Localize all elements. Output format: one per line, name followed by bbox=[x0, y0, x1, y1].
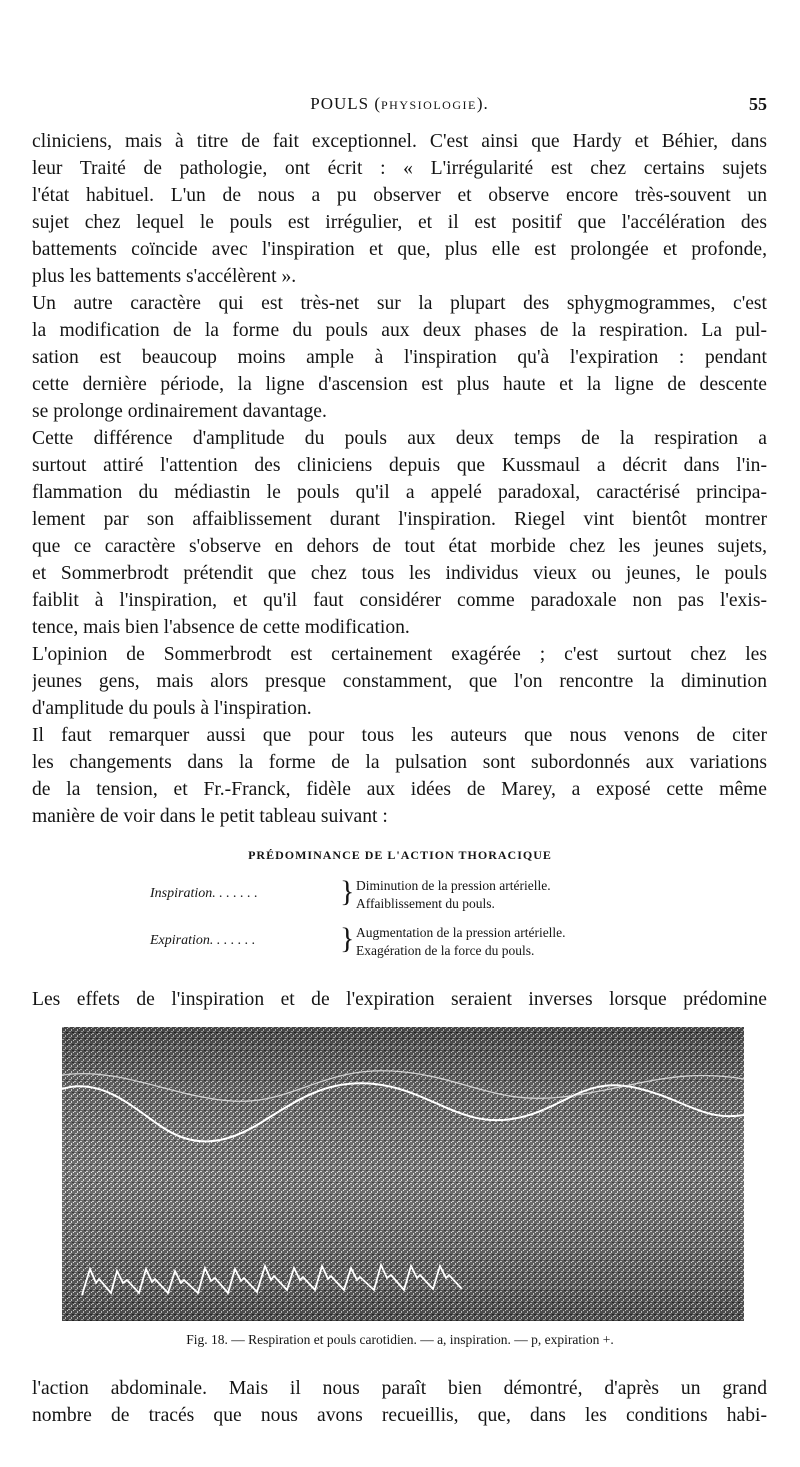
text-line: que ce caractère s'observe en dehors de tout état morbide chez les jeunes sujets, bbox=[32, 536, 767, 557]
text-line: l'action abdominale. Mais il nous paraît bien démontré, d'après un grand bbox=[32, 1378, 767, 1399]
text-line: Les effets de l'inspiration et de l'expiration seraient inverses lorsque prédomine bbox=[32, 989, 767, 1010]
paragraph-1 bbox=[32, 128, 767, 290]
running-title bbox=[32, 94, 767, 114]
text-line: cliniciens, mais à titre de fait exceptionnel. C'est ainsi que Hardy et Béhier, dans bbox=[32, 131, 767, 152]
row-description bbox=[356, 877, 551, 913]
text-line: tence, mais bien l'absence de cette modification. bbox=[32, 617, 410, 638]
running-title-small: PHYSIOLOGIE bbox=[381, 98, 477, 112]
paragraph-5 bbox=[32, 722, 767, 830]
text-line: Il faut remarquer aussi que pour tous les auteurs que nous venons de citer bbox=[32, 725, 767, 746]
row-line: Diminution de la pression artérielle. bbox=[356, 878, 551, 893]
row-label: Inspiration. . . . . . . bbox=[150, 886, 258, 901]
paragraph-4 bbox=[32, 641, 767, 722]
text-line: et Sommerbrodt prétendit que chez tous les individus vieux ou jeunes, le pouls bbox=[32, 563, 767, 584]
text-line: nombre de tracés que nous avons recueillis, que, dans les conditions habi- bbox=[32, 1405, 767, 1426]
row-description bbox=[356, 924, 566, 960]
text-line: flammation du médiastin le pouls qu'il a appelé paradoxal, caractérisé principa- bbox=[32, 482, 767, 503]
text-line: L'opinion de Sommerbrodt est certainement exagérée ; c'est surtout chez les bbox=[32, 644, 767, 665]
running-title-main: POULS ( bbox=[310, 94, 381, 113]
page-number: 55 bbox=[749, 94, 767, 114]
sphygmogram-figure bbox=[62, 1027, 744, 1321]
text-line: sujet chez lequel le pouls est irrégulier, et il est positif que l'accélération des bbox=[32, 212, 767, 233]
text-line: de la tension, et Fr.-Franck, fidèle aux idées de Marey, a exposé cette même bbox=[32, 779, 767, 800]
table-row-inspiration bbox=[150, 877, 650, 917]
text-line: cette dernière période, la ligne d'ascension est plus haute et la ligne de descente bbox=[32, 374, 767, 395]
text-line: faiblit à l'inspiration, et qu'il faut considérer comme paradoxale non pas l'exis- bbox=[32, 590, 767, 611]
text-line: plus les battements s'accélèrent ». bbox=[32, 266, 297, 287]
text-line: Un autre caractère qui est très-net sur la plupart des sphygmogrammes, c'est bbox=[32, 293, 767, 314]
continuation-paragraph bbox=[32, 986, 767, 1013]
text-line: jeunes gens, mais alors presque constamment, que l'on rencontre la diminution bbox=[32, 671, 767, 692]
row-line: Exagération de la force du pouls. bbox=[356, 943, 535, 958]
text-line: se prolonge ordinairement davantage. bbox=[32, 401, 327, 422]
text-line: d'amplitude du pouls à l'inspiration. bbox=[32, 698, 312, 719]
table-title: PRÉDOMINANCE DE L'ACTION THORACIQUE bbox=[248, 848, 552, 862]
paragraph-3 bbox=[32, 425, 767, 641]
brace-icon: } bbox=[340, 922, 355, 955]
figure-caption: Fig. 18. — Respiration et pouls carotidien. — a, inspiration. — p, expiration +. bbox=[186, 1332, 614, 1347]
text-line: leur Traité de pathologie, ont écrit : « L'irrégularité est chez certains sujets bbox=[32, 158, 767, 179]
final-paragraph bbox=[32, 1375, 767, 1429]
text-line: l'état habituel. L'un de nous a pu observer et observe encore très-souvent un bbox=[32, 185, 767, 206]
running-header bbox=[32, 94, 767, 120]
text-line: lement par son affaiblissement durant l'inspiration. Riegel vint bientôt montrer bbox=[32, 509, 767, 530]
row-line: Augmentation de la pression artérielle. bbox=[356, 925, 566, 940]
tracing-graphic bbox=[62, 1027, 744, 1321]
text-line: Cette différence d'amplitude du pouls aux deux temps de la respiration a bbox=[32, 428, 767, 449]
paragraph-2 bbox=[32, 290, 767, 425]
text-line: la modification de la forme du pouls aux deux phases de la respiration. La pul- bbox=[32, 320, 767, 341]
text-line: sation est beaucoup moins ample à l'inspiration qu'à l'expiration : pendant bbox=[32, 347, 767, 368]
text-line: manière de voir dans le petit tableau suivant : bbox=[32, 806, 388, 827]
running-title-end: ). bbox=[476, 94, 489, 113]
table-row-expiration bbox=[150, 924, 650, 964]
text-line: battements coïncide avec l'inspiration et que, plus elle est prolongée et profonde, bbox=[32, 239, 767, 260]
brace-icon: } bbox=[340, 875, 355, 908]
row-label: Expiration. . . . . . . bbox=[150, 933, 256, 948]
text-line: surtout attiré l'attention des cliniciens depuis que Kussmaul a décrit dans l'in- bbox=[32, 455, 767, 476]
text-line: les changements dans la forme de la pulsation sont subordonnés aux variations bbox=[32, 752, 767, 773]
row-line: Affaiblissement du pouls. bbox=[356, 896, 495, 911]
